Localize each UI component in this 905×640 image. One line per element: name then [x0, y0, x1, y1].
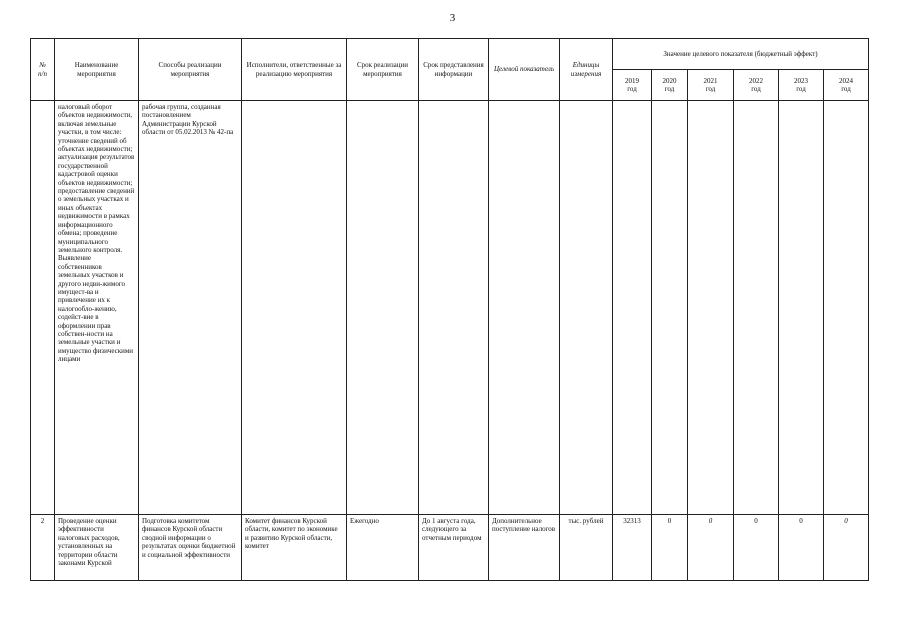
- value-2022: [734, 101, 779, 515]
- header-target-value: Значение целевого показателя (бюджетный эффект): [613, 39, 869, 70]
- term: Ежегодно: [347, 515, 419, 581]
- executors: [242, 101, 347, 515]
- table-row: [31, 101, 869, 515]
- header-year: 2024 год: [824, 70, 869, 101]
- header-year: 2020 год: [652, 70, 688, 101]
- row-number: 2: [31, 515, 55, 581]
- target-indicator: Дополнительное поступление налогов: [489, 515, 560, 581]
- value-2021: 0: [688, 515, 734, 581]
- value-2021: [688, 101, 734, 515]
- report-term: До 1 августа года, следующего за отчетным периодом: [419, 515, 489, 581]
- units: тыс. рублей: [560, 515, 613, 581]
- implementation-method: рабочая группа, созданная постановлением Администрации Курской области от 05.02.2013 № 42-па: [139, 101, 242, 515]
- header-report-term: Срок представления информации: [419, 39, 489, 101]
- header-methods: Способы реализации мероприятия: [139, 39, 242, 101]
- header-target: Целевой показатель: [489, 39, 560, 101]
- header-year: 2019 год: [613, 70, 652, 101]
- measures-table: [30, 38, 869, 581]
- term: [347, 101, 419, 515]
- value-2020: 0: [652, 515, 688, 581]
- value-2023: [779, 101, 824, 515]
- implementation-method: Подготовка комитетом финансов Курской области сводной информации о результатах оценки бюджетной и социальной эффективности: [139, 515, 242, 581]
- header-year: 2023 год: [779, 70, 824, 101]
- header-executors: Исполнители, ответственные за реализацию мероприятия: [242, 39, 347, 101]
- value-2019: [613, 101, 652, 515]
- measure-name: Проведение оценки эффективности налоговых расходов, установленных на территории области законами Курской: [55, 515, 139, 581]
- header-name: Наименование мероприятия: [55, 39, 139, 101]
- header-year: 2021 год: [688, 70, 734, 101]
- report-term: [419, 101, 489, 515]
- measure-name: налоговый оборот объектов недвижимости, включая земельные участки, в том числе: уточнение сведений об объектах недвижимости; актуализация результатов государственной кадастровой оценки объектов недвижимости; предоставление сведений о земельных участках и иных объектах недвижимости в рамках информационного обмена; проведение муниципального земельного контроля. Выявление собственников земельных участков и другого недви-жимого имущест-ва и привлечение их к налогообло-жению, содейст-вие в оформлении прав собствен-ности на земельные участки и имущество физическими лицами: [55, 101, 139, 515]
- table-row: [31, 515, 869, 581]
- value-2022: 0: [734, 515, 779, 581]
- row-number: [31, 101, 55, 515]
- header-units: Единицы измерения: [560, 39, 613, 101]
- value-2023: 0: [779, 515, 824, 581]
- value-2019: 32313: [613, 515, 652, 581]
- header-year: 2022 год: [734, 70, 779, 101]
- units: [560, 101, 613, 515]
- page-number: 3: [449, 12, 456, 24]
- target-indicator: [489, 101, 560, 515]
- value-2024: 0: [824, 515, 869, 581]
- header-term: Срок реализации мероприятия: [347, 39, 419, 101]
- value-2024: [824, 101, 869, 515]
- executors: Комитет финансов Курской области, комитет по экономике и развитию Курской области, комитет: [242, 515, 347, 581]
- value-2020: [652, 101, 688, 515]
- header-number: № п/п: [31, 39, 55, 101]
